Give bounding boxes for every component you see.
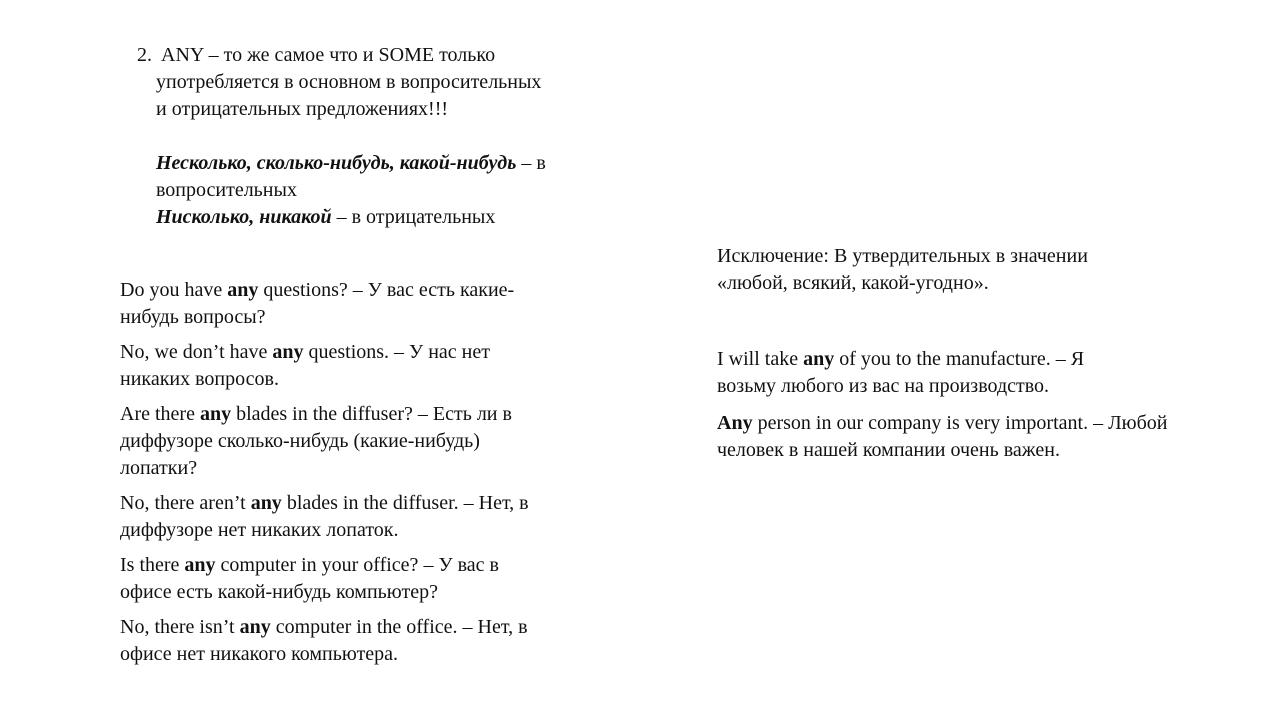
example-text: No, there aren’t xyxy=(120,492,251,514)
meaning-question-words: Несколько, сколько-нибудь, какой-нибудь xyxy=(156,152,517,174)
meaning-negative-rest: – в отрицательных xyxy=(331,206,496,228)
affirmative-examples-list xyxy=(717,346,1217,474)
definition-line-2: употребляется в основном в вопросительных xyxy=(156,71,542,93)
example-text: blades in the diffuser? – Есть ли в диффузоре сколько-нибудь (какие-нибудь) лопатки? xyxy=(120,403,512,479)
meaning-question-rest: – в вопросительных xyxy=(156,152,546,201)
example-text: computer in the office. – Нет, в офисе нет никакого компьютера. xyxy=(120,616,528,665)
example-keyword: any xyxy=(250,492,282,514)
meaning-question xyxy=(156,150,586,204)
example-sentence xyxy=(120,339,540,393)
meaning-negative-words: Нисколько, никакой xyxy=(156,206,332,228)
example-keyword: Any xyxy=(717,412,753,434)
definition-line-3: и отрицательных предложениях!!! xyxy=(156,98,449,120)
examples-list xyxy=(120,277,600,676)
example-text: Are there xyxy=(120,403,200,425)
example-text: of you to the manufacture. – Я возьму любого из вас на производство. xyxy=(717,348,1085,397)
example-sentence xyxy=(717,410,1197,464)
example-text: No, there isn’t xyxy=(120,616,240,638)
example-text: computer in your office? – У вас в офисе есть какой-нибудь компьютер? xyxy=(120,554,499,603)
example-text: I will take xyxy=(717,348,804,370)
example-keyword: any xyxy=(239,616,271,638)
example-keyword: any xyxy=(803,348,835,370)
example-keyword: any xyxy=(227,279,259,301)
exception-line-1: Исключение: В утвердительных в значении xyxy=(717,245,1088,267)
meaning-negative xyxy=(156,204,626,231)
example-sentence xyxy=(120,277,560,331)
example-sentence xyxy=(120,401,560,482)
example-text: person in our company is very important. – Любой человек в нашей компании очень важен. xyxy=(717,412,1168,461)
definition-line-1: ANY – то же самое что и SOME только xyxy=(161,44,496,66)
example-text: Do you have xyxy=(120,279,228,301)
exception-line-2: «любой, всякий, какой-угодно». xyxy=(717,272,989,294)
example-keyword: any xyxy=(199,403,232,425)
example-keyword: any xyxy=(184,554,216,576)
meanings-block xyxy=(156,150,626,231)
example-sentence xyxy=(717,346,1147,400)
example-text: questions? – У вас есть какие-нибудь вопросы? xyxy=(120,279,515,328)
example-text: blades in the diffuser. – Нет, в диффузоре нет никаких лопаток. xyxy=(120,492,529,541)
exception-note xyxy=(717,243,1217,297)
example-sentence xyxy=(120,490,580,544)
list-number: 2. xyxy=(137,44,152,66)
example-text: questions. – У нас нет никаких вопросов. xyxy=(120,341,490,390)
example-keyword: any xyxy=(272,341,304,363)
example-sentence xyxy=(120,614,580,668)
example-text: Is there xyxy=(120,554,185,576)
example-text: No, we don’t have xyxy=(120,341,273,363)
example-sentence xyxy=(120,552,550,606)
item-2-definition xyxy=(137,42,607,123)
